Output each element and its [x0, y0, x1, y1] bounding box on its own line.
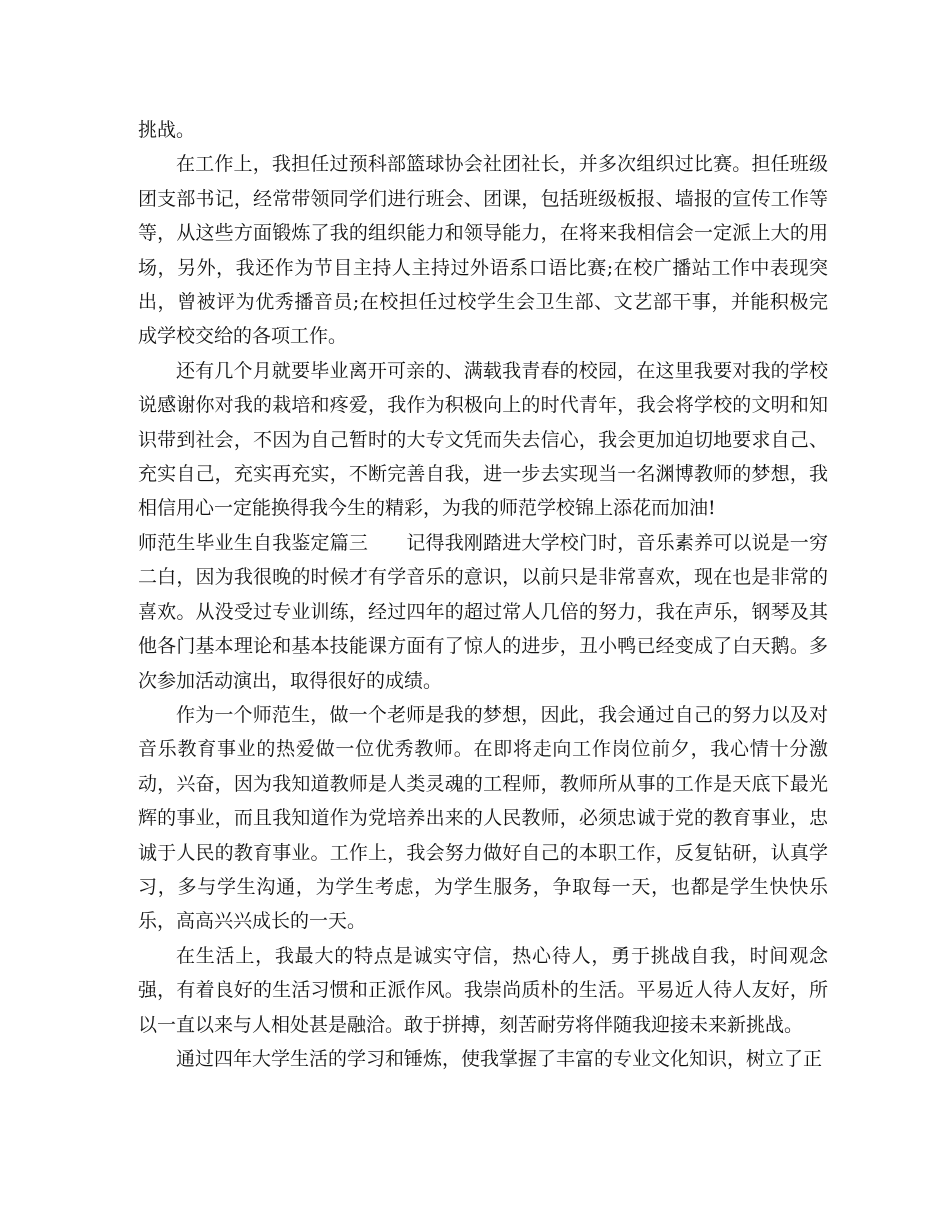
paragraph-7 — [138, 1042, 828, 1076]
paragraph-2 — [138, 147, 828, 353]
paragraph-4-text: 记得我刚踏进大学校门时，音乐素养可以说是一穷二白，因为我很晚的时候才有学音乐的意识，以前只是非常喜欢，现在也是非常的喜欢。从没受过专业训练，经过四年的超过常人几倍的努力，我在声乐，钢琴及其他各门基本理论和基本技能课方面有了惊人的进步，丑小鸭已经变成了白天鹅。多次参加活动演出，取得很好的成绩。 — [138, 531, 828, 692]
heading-gap — [368, 532, 406, 554]
paragraph-4 — [138, 526, 828, 698]
paragraph-1-text: 挑战。 — [138, 119, 196, 141]
section-heading: 师范生毕业生自我鉴定篇三 — [138, 531, 369, 554]
paragraph-2-text: 在工作上，我担任过预科部篮球协会社团社长，并多次组织过比赛。担任班级团支部书记，经常带领同学们进行班会、团课，包括班级板报、墙报的宣传工作等等，从这些方面锻炼了我的组织能力和领导能力，在将来我相信会一定派上大的用场，另外，我还作为节目主持人主持过外语系口语比赛;在校广播站工作中表现突出，曾被评为优秀播音员;在校担任过校学生会卫生部、文艺部干事，并能积极完成学校交给的各项工作。 — [138, 153, 828, 348]
paragraph-3 — [138, 354, 828, 526]
paragraph-7-text: 通过四年大学生活的学习和锤炼，使我掌握了丰富的专业文化知识，树立了正 — [176, 1047, 823, 1070]
document-body — [138, 113, 828, 1076]
paragraph-1 — [138, 113, 828, 147]
paragraph-3-text: 还有几个月就要毕业离开可亲的、满载我青春的校园，在这里我要对我的学校说感谢你对我的栽培和疼爱，我作为积极向上的时代青年，我会将学校的文明和知识带到社会，不因为自己暂时的大专文凭而失去信心，我会更加迫切地要求自己、充实自己，充实再充实，不断完善自我，进一步去实现当一名渊博教师的梦想，我相信用心一定能换得我今生的精彩，为我的师范学校锦上添花而加油! — [138, 359, 828, 520]
paragraph-5-text: 作为一个师范生，做一个老师是我的梦想，因此，我会通过自己的努力以及对音乐教育事业的热爱做一位优秀教师。在即将走向工作岗位前夕，我心情十分激动，兴奋，因为我知道教师是人类灵魂的工程师，教师所从事的工作是天底下最光辉的事业，而且我知道作为党培养出来的人民教师，必须忠诚于党的教育事业，忠诚于人民的教育事业。工作上，我会努力做好自己的本职工作，反复钻研，认真学习，多与学生沟通，为学生考虑，为学生服务，争取每一天，也都是学生快快乐乐，高高兴兴成长的一天。 — [138, 703, 828, 933]
paragraph-6-text: 在生活上，我最大的特点是诚实守信，热心待人，勇于挑战自我，时间观念强，有着良好的生活习惯和正派作风。我崇尚质朴的生活。平易近人待人友好，所以一直以来与人相处甚是融洽。敢于拼搏，刻苦耐劳将伴随我迎接未来新挑战。 — [138, 944, 828, 1036]
paragraph-5 — [138, 698, 828, 939]
paragraph-6 — [138, 939, 828, 1042]
